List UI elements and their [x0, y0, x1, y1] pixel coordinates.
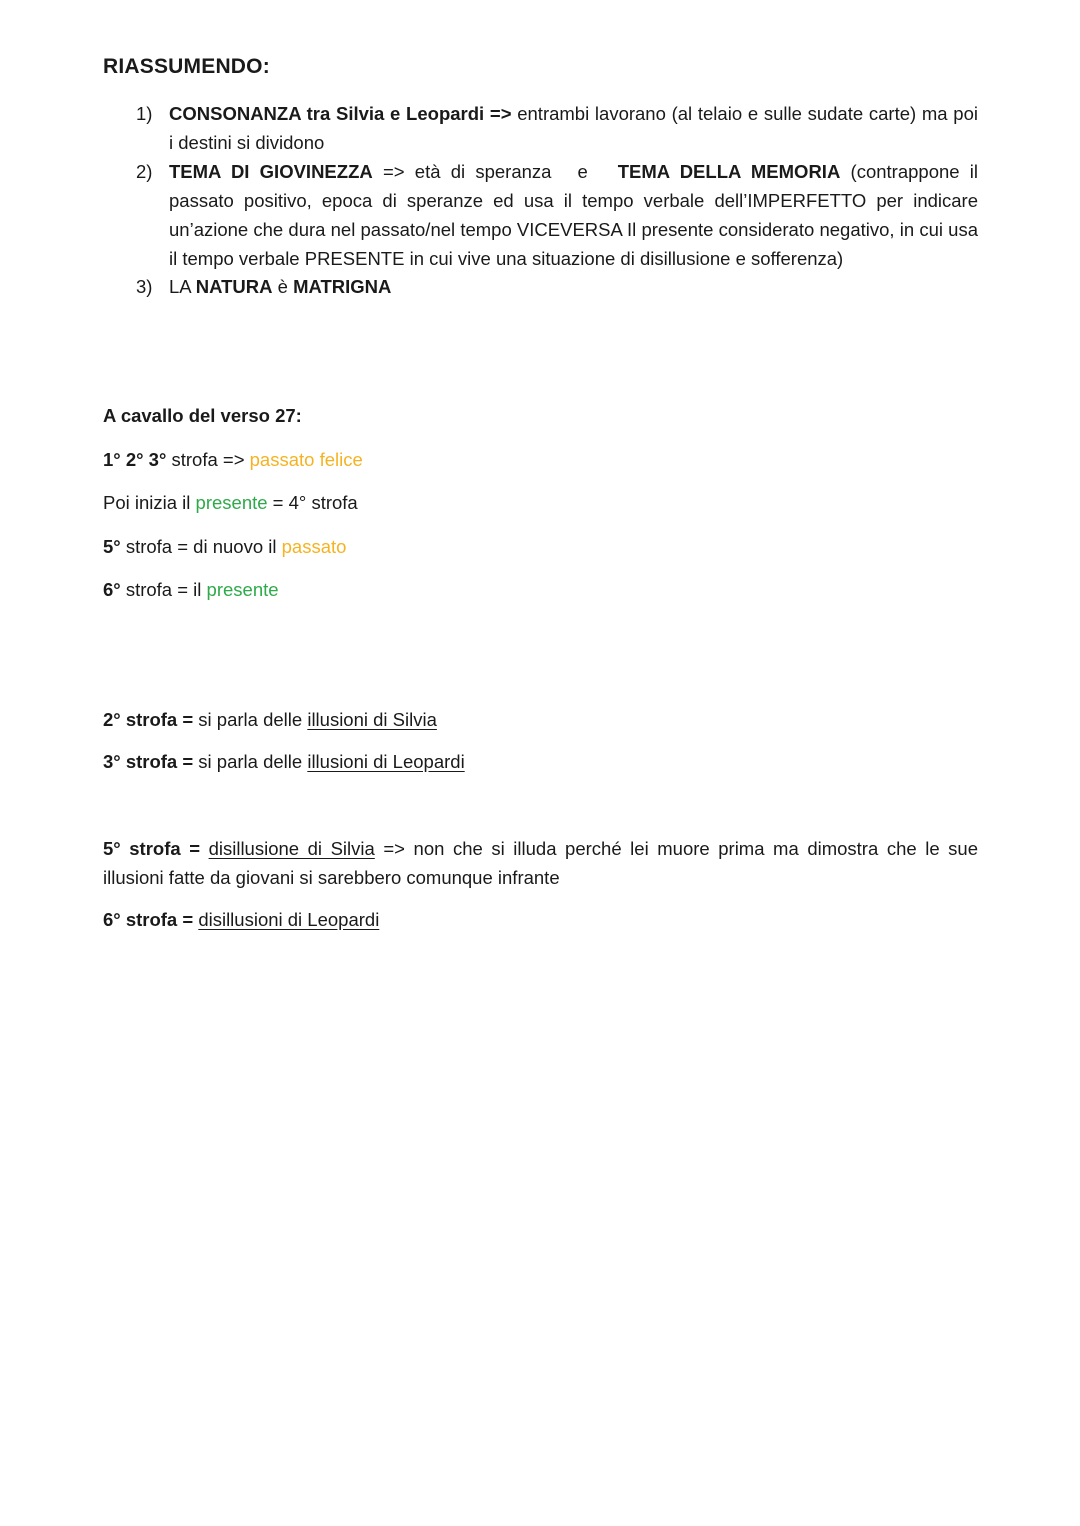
presente-text: presente [195, 492, 268, 513]
illusioni-silvia: illusioni di Silvia [307, 709, 437, 730]
illusioni-line-1-text: si parla delle [193, 709, 308, 730]
illusioni-line-2-text: si parla delle [193, 751, 308, 772]
disillusioni-leopardi: disillusioni di Leopardi [198, 909, 380, 930]
passato-felice-text: passato felice [249, 449, 363, 470]
memoria-text: (contrappone il passato positivo, epoca di speranze ed usa il tempo verbale dell’IMPERFETTO per indicare un’azione che dura nel passato/nel tempo VICEVERSA Il presente considerato negativo, in cui usa il tempo verbale PRESENTE in cui vive una situazione di disillusione e sofferenza) [169, 161, 978, 269]
illusioni-line-1 [103, 705, 437, 734]
passato-text: passato [281, 536, 347, 557]
list-item-natura [169, 272, 978, 301]
giovinezza-bold: TEMA DI GIOVINEZZA [169, 161, 373, 182]
disillusioni-line-2 [103, 905, 379, 934]
natura-bold: NATURA [195, 276, 273, 297]
disillusioni-line-2-label: 6° strofa = [103, 909, 194, 930]
list-number-2: 2) [136, 161, 153, 182]
presente-text-2: presente [206, 579, 279, 600]
cavallo-line-1 [103, 445, 363, 474]
page-heading: RIASSUMENDO: [103, 55, 270, 78]
cavallo-line-2 [103, 488, 358, 517]
cavallo-line-4 [103, 575, 279, 604]
natura-mid: è [272, 276, 294, 297]
cavallo-line-2-tail: = 4° strofa [267, 492, 358, 513]
disillusioni-paragraph [103, 834, 978, 892]
cavallo-line-1-text: strofa => [166, 449, 250, 470]
memoria-bold: TEMA DELLA MEMORIA [617, 161, 841, 182]
illusioni-line-2 [103, 747, 465, 776]
strofa-5-number: 5° [103, 536, 121, 557]
list-item-consonanza [169, 99, 978, 157]
natura-pre: LA [169, 276, 196, 297]
disillusioni-line-1-text: => non che si illuda perché lei muore prima ma dimostra che le sue illusioni fatte da giovani si sarebbero comunque infrante [103, 838, 978, 888]
cavallo-line-4-text: strofa = il [120, 579, 207, 600]
giovinezza-conj: e [577, 161, 588, 182]
disillusione-silvia: disillusione di Silvia [208, 838, 375, 859]
strofa-6-number: 6° [103, 579, 121, 600]
list-number-1: 1) [136, 103, 153, 124]
illusioni-line-2-label: 3° strofa = [103, 751, 194, 772]
cavallo-title: A cavallo del verso 27: [103, 405, 302, 426]
giovinezza-text: => età di speranza [372, 161, 552, 182]
list-number-3: 3) [136, 276, 153, 297]
disillusioni-line-1-label: 5° strofa = [103, 838, 201, 859]
cavallo-line-3-text: strofa = di nuovo il [120, 536, 282, 557]
cavallo-line-2-text: Poi inizia il [103, 492, 196, 513]
cavallo-line-3 [103, 532, 346, 561]
strofe-numbers: 1° 2° 3° [103, 449, 167, 470]
illusioni-leopardi: illusioni di Leopardi [307, 751, 465, 772]
illusioni-line-1-label: 2° strofa = [103, 709, 194, 730]
list-item-giovinezza [169, 157, 978, 273]
consonanza-bold: CONSONANZA tra Silvia e Leopardi => [169, 103, 512, 124]
matrigna-bold: MATRIGNA [293, 276, 392, 297]
consonanza-text: entrambi lavorano (al telaio e sulle sudate carte) ma poi i destini si dividono [169, 103, 978, 153]
